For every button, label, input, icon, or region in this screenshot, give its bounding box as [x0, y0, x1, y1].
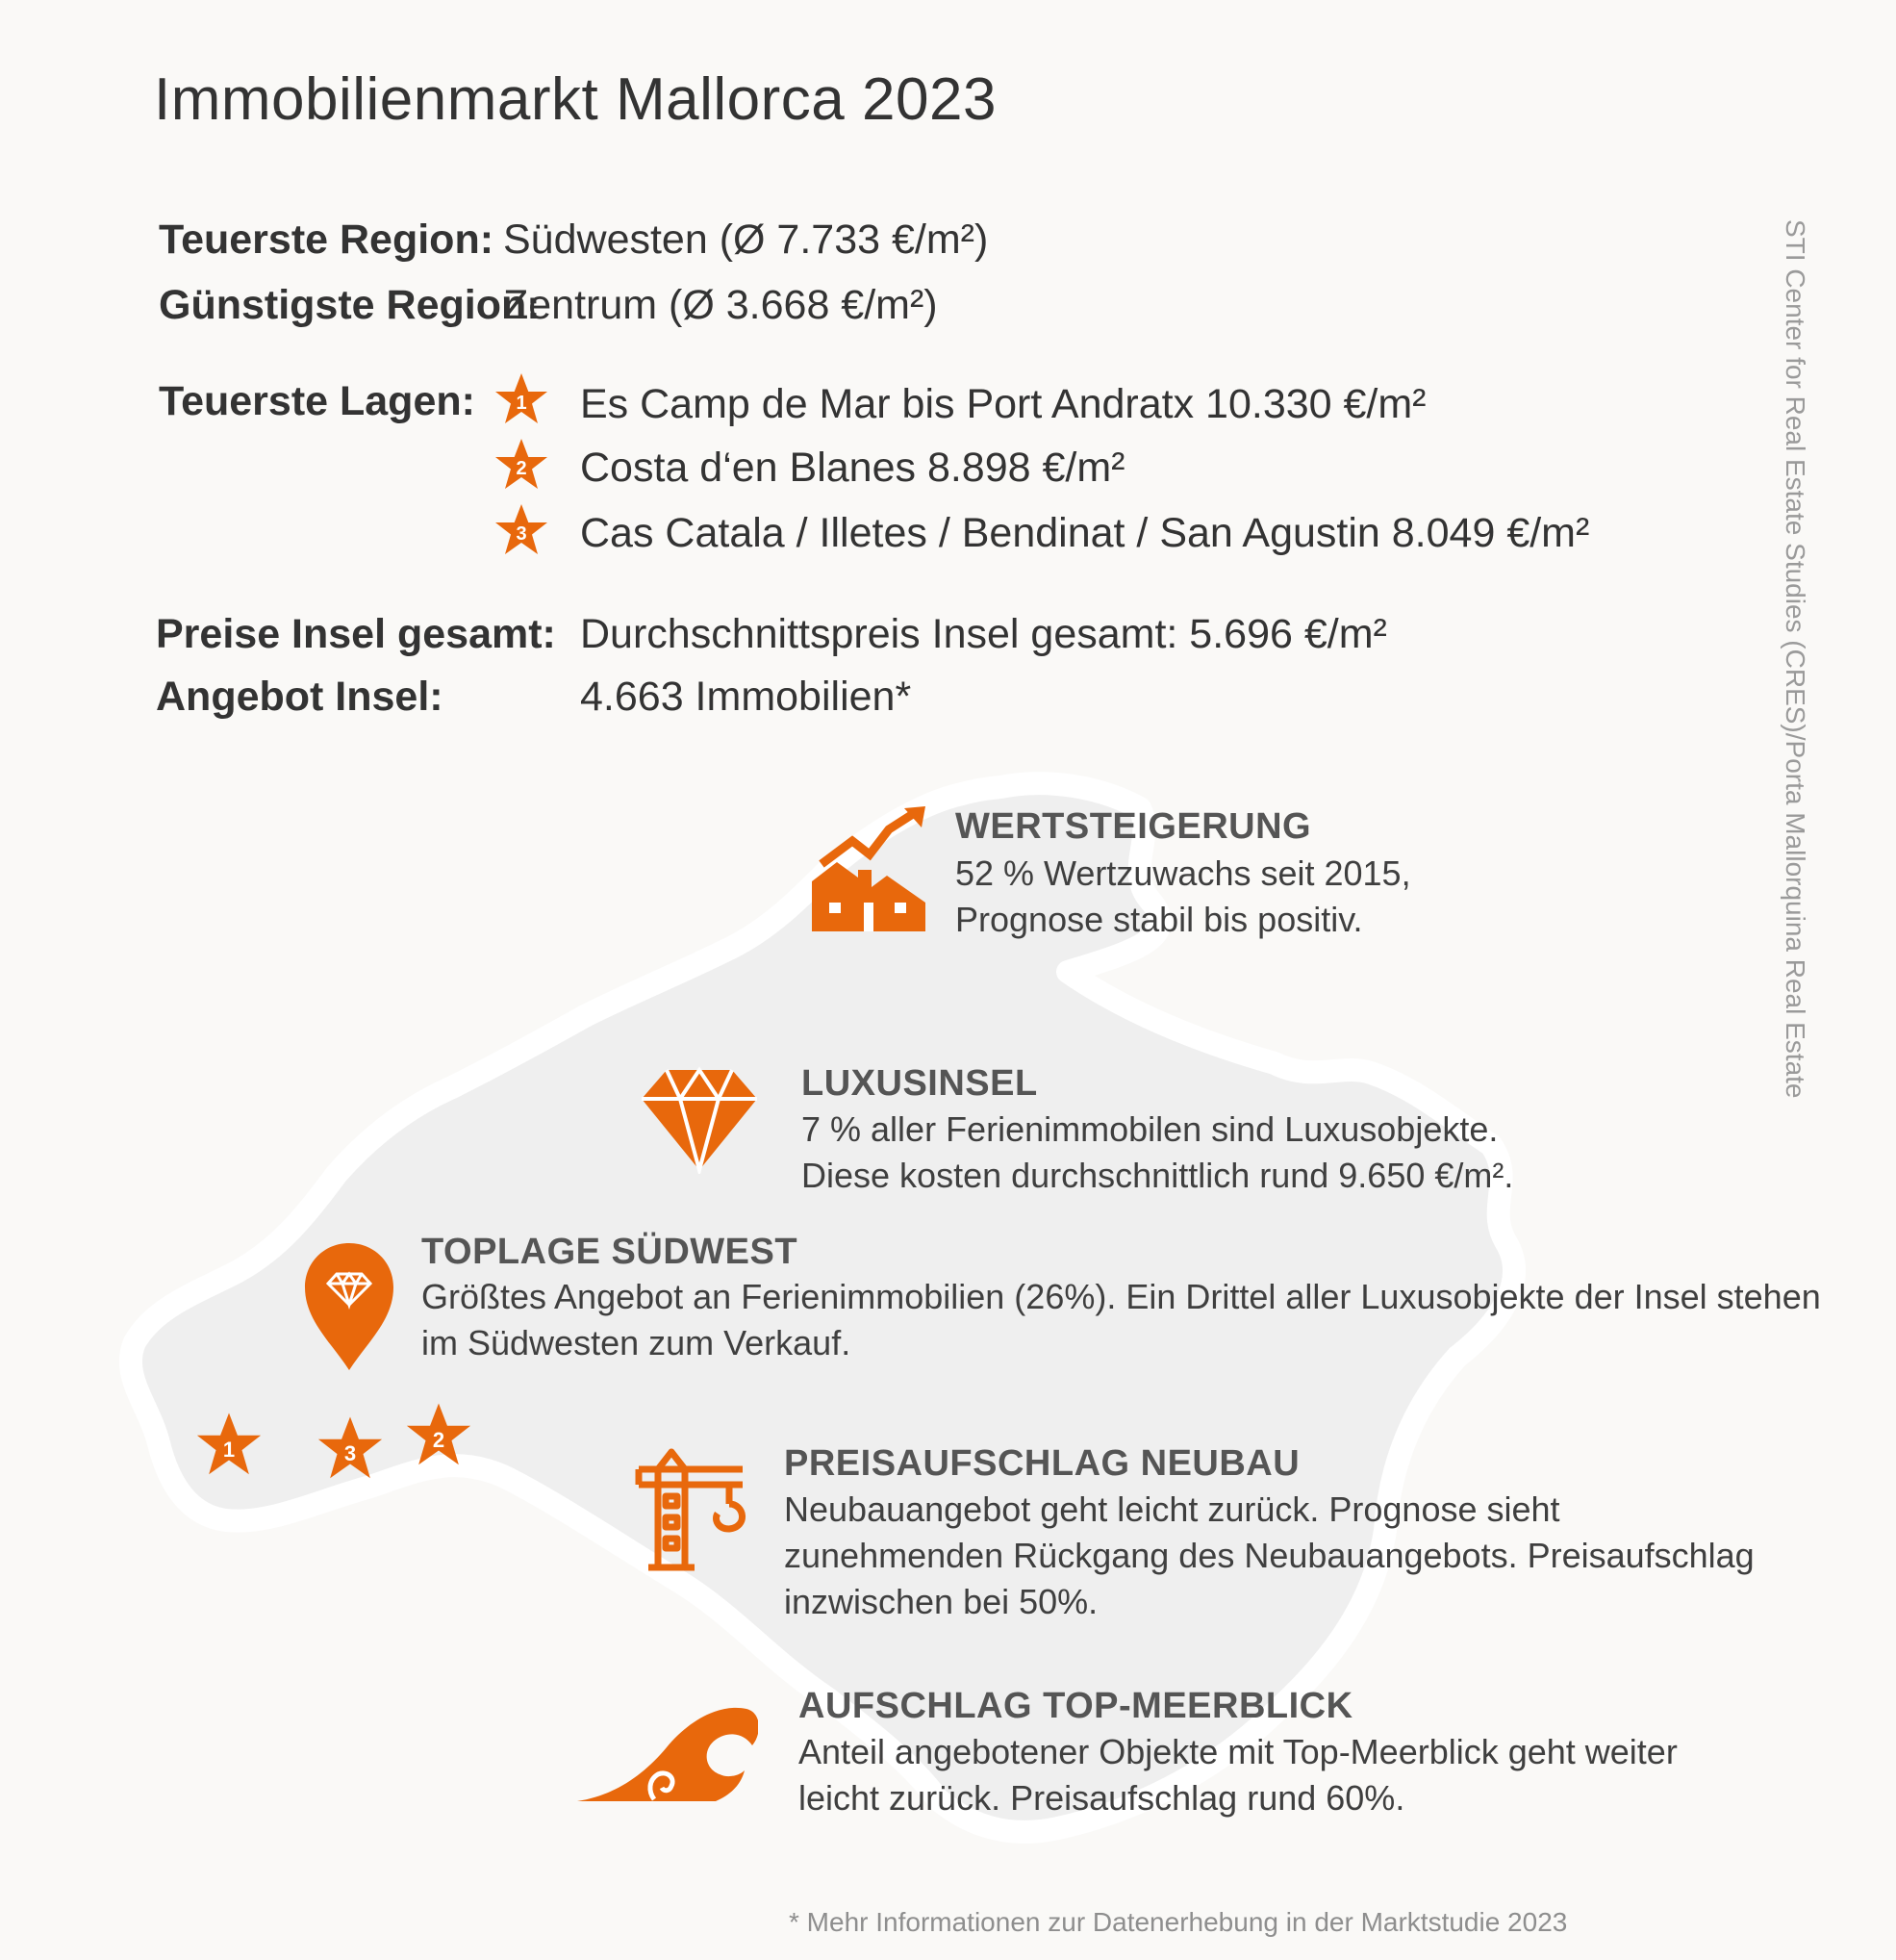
- rank-1-star-icon: [492, 371, 551, 431]
- location-2-text: Costa d‘en Blanes 8.898 €/m²: [580, 445, 1125, 491]
- location-1-text: Es Camp de Mar bis Port Andratx 10.330 €/m²: [580, 381, 1427, 427]
- feature-text-meerblick: Anteil angebotener Objekte mit Top-Meerblick geht weiter leicht zurück. Preisaufschlag rund 60%.: [798, 1732, 1678, 1818]
- location-3-text: Cas Catala / Illetes / Bendinat / San Agustin 8.049 €/m²: [580, 510, 1590, 556]
- island-price-value: Durchschnittspreis Insel gesamt: 5.696 €/m²: [580, 611, 1387, 657]
- island-offer-value: 4.663 Immobilien*: [580, 674, 912, 720]
- top-locations-label: Teuerste Lagen:: [159, 378, 475, 424]
- svg-text:3: 3: [516, 523, 527, 545]
- wave-icon: [575, 1699, 758, 1805]
- map-star-2-icon: [402, 1401, 475, 1474]
- feature-heading-neubau: PREISAUFSCHLAG NEUBAU: [784, 1443, 1301, 1484]
- house-growth-icon: [808, 806, 931, 931]
- svg-text:1: 1: [222, 1437, 236, 1462]
- page-title: Immobilienmarkt Mallorca 2023: [154, 66, 997, 133]
- cheapest-region-value: Zentrum (Ø 3.668 €/m²): [503, 282, 938, 328]
- expensive-region-label: Teuerste Region:: [159, 216, 494, 263]
- rank-2-star-icon: [492, 437, 551, 496]
- svg-text:1: 1: [516, 393, 527, 414]
- feature-text-wertsteigerung: 52 % Wertzuwachs seit 2015, Prognose stabil bis positiv.: [955, 853, 1411, 939]
- cheapest-region-label: Günstigste Region:: [159, 282, 541, 328]
- expensive-region-value: Südwesten (Ø 7.733 €/m²): [503, 216, 989, 263]
- svg-text:3: 3: [343, 1440, 357, 1465]
- diamond-icon: [638, 1066, 761, 1174]
- feature-heading-luxusinsel: LUXUSINSEL: [801, 1063, 1038, 1104]
- map-star-3-icon: [314, 1414, 387, 1488]
- feature-heading-wertsteigerung: WERTSTEIGERUNG: [955, 806, 1312, 847]
- footnote: * Mehr Informationen zur Datenerhebung in der Marktstudie 2023: [789, 1907, 1568, 1937]
- feature-text-luxusinsel: 7 % aller Ferienimmobilen sind Luxusobjekte. Diese kosten durchschnittlich rund 9.650 €/m².: [801, 1109, 1514, 1195]
- feature-text-neubau: Neubauangebot geht leicht zurück. Prognose sieht zunehmenden Rückgang des Neubauangebots. Preisaufschlag inzwischen bei 50%.: [784, 1489, 1755, 1621]
- feature-heading-meerblick: AUFSCHLAG TOP-MEERBLICK: [798, 1686, 1353, 1726]
- svg-text:2: 2: [516, 458, 527, 479]
- crane-icon: [635, 1448, 754, 1573]
- island-price-label: Preise Insel gesamt:: [156, 611, 556, 657]
- source-credit: STI Center for Real Estate Studies (CRES)/Porta Mallorquina Real Estate: [1781, 219, 1810, 1099]
- map-star-1-icon: [192, 1411, 265, 1484]
- island-offer-label: Angebot Insel:: [156, 674, 443, 720]
- feature-text-toplage: Größtes Angebot an Ferienimmobilien (26%). Ein Drittel aller Luxusobjekte der Insel stehen im Südwesten zum Verkauf.: [421, 1277, 1821, 1362]
- map-pin-diamond-icon: [303, 1241, 395, 1372]
- svg-text:2: 2: [432, 1427, 445, 1452]
- feature-heading-toplage: TOPLAGE SÜDWEST: [421, 1232, 798, 1272]
- rank-3-star-icon: [492, 502, 551, 562]
